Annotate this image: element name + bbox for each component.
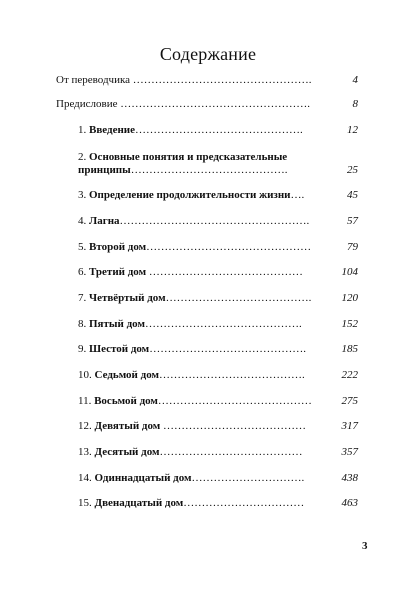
- dot-leader: ………………………………….: [165, 292, 312, 304]
- toc-entry-chapter-8: [78, 318, 302, 331]
- dot-leader: ….: [290, 189, 305, 201]
- dot-leader: …………………………………….: [130, 164, 288, 176]
- toc-entry-chapter-15: [78, 497, 304, 510]
- chapter-title: Основные понятия и предсказательные: [89, 151, 288, 163]
- chapter-number: 8.: [78, 318, 87, 330]
- dot-leader: ………………………………….: [158, 369, 305, 381]
- chapter-title: Восьмой дом: [94, 395, 158, 407]
- chapter-number: 9.: [78, 343, 87, 355]
- chapter-title: Одиннадцатый дом: [94, 472, 192, 484]
- toc-page-number: 357: [341, 446, 358, 458]
- toc-entry-chapter-14: [78, 472, 304, 485]
- toc-page-number: 45: [347, 189, 358, 201]
- chapter-number: 4.: [78, 215, 87, 227]
- dot-leader: ……………………………………: [146, 266, 303, 278]
- page-folio-number: 3: [362, 540, 368, 552]
- toc-entry-translator: [56, 74, 312, 91]
- chapter-number: 11.: [78, 395, 92, 407]
- chapter-title-continued: принципы: [78, 164, 131, 176]
- dot-leader: …………………………………: [159, 446, 303, 458]
- toc-page-number: 275: [341, 395, 358, 407]
- toc-entry-chapter-6: [78, 266, 303, 279]
- chapter-number: 15.: [78, 497, 92, 509]
- toc-page-number: 25: [347, 164, 358, 176]
- toc-page-number: 4: [352, 74, 358, 86]
- chapter-title: Лагна: [89, 215, 120, 227]
- chapter-number: 1.: [78, 124, 87, 136]
- toc-page-number: 317: [341, 420, 358, 432]
- chapter-title: Пятый дом: [89, 318, 145, 330]
- toc-page-number: 185: [341, 343, 358, 355]
- chapter-title: Двенадцатый дом: [94, 497, 184, 509]
- toc-entry-chapter-13: [78, 446, 302, 459]
- toc-entry-chapter-5: [78, 241, 311, 254]
- chapter-number: 12.: [78, 420, 92, 432]
- toc-entry-chapter-9: [78, 343, 306, 356]
- chapter-title: Второй дом: [89, 241, 147, 253]
- toc-page-number: 152: [341, 318, 358, 330]
- dot-leader: …………………………………….: [149, 343, 306, 355]
- chapter-title: Десятый дом: [94, 446, 160, 458]
- chapter-number: 3.: [78, 189, 87, 201]
- toc-entry-preface: [56, 98, 310, 115]
- toc-page-number: 12: [347, 124, 358, 136]
- toc-page-number: 79: [347, 241, 358, 253]
- toc-entry-chapter-11: [78, 395, 312, 408]
- dot-leader: …………………………………: [160, 420, 307, 432]
- dot-leader: ……………………………: [183, 497, 305, 509]
- chapter-number: 7.: [78, 292, 87, 304]
- chapter-title: Девятый дом: [94, 420, 161, 432]
- page-title: Содержание: [159, 44, 257, 64]
- toc-entry-chapter-7: [78, 292, 311, 305]
- toc-entry-chapter-10: [78, 369, 305, 382]
- toc-page-number: 222: [341, 369, 358, 381]
- chapter-number: 10.: [78, 369, 92, 381]
- toc-page-number: 463: [341, 497, 358, 509]
- chapter-number: 2.: [78, 151, 87, 163]
- toc-page-number: 57: [347, 215, 358, 227]
- toc-entry-chapter-3: [78, 189, 304, 202]
- chapter-title: Седьмой дом: [94, 369, 159, 381]
- dot-leader: …………………………………………….: [119, 215, 310, 227]
- toc-entry-chapter-2-cont: [78, 164, 287, 177]
- toc-entry-text: Предисловие …………………………………………….: [56, 98, 310, 110]
- chapter-number: 6.: [78, 266, 87, 278]
- toc-page-number: 8: [352, 98, 358, 110]
- toc-entry-text: От переводчика ………………………………………….: [56, 74, 312, 86]
- toc-page-number: 438: [341, 472, 358, 484]
- chapter-title: Шестой дом: [89, 343, 150, 355]
- dot-leader: ……………………………………….: [135, 124, 303, 136]
- chapter-number: 5.: [78, 241, 87, 253]
- chapter-title: Четвёртый дом: [89, 292, 166, 304]
- toc-entry-chapter-2: [78, 151, 287, 164]
- chapter-number: 13.: [78, 446, 92, 458]
- dot-leader: …………………………………….: [144, 318, 302, 330]
- dot-leader: ………………………………………: [146, 241, 312, 253]
- dot-leader: ……………………………………: [157, 395, 312, 407]
- dot-leader: ………………………….: [191, 472, 305, 484]
- toc-entry-chapter-4: [78, 215, 309, 228]
- toc-entry-chapter-1: [78, 124, 303, 137]
- toc-page-number: 120: [341, 292, 358, 304]
- chapter-title: Определение продолжительности жизни: [89, 189, 291, 201]
- toc-page-number: 104: [341, 266, 358, 278]
- chapter-number: 14.: [78, 472, 92, 484]
- toc-entry-chapter-12: [78, 420, 306, 433]
- chapter-title: Введение: [89, 124, 136, 136]
- chapter-title: Третий дом: [89, 266, 147, 278]
